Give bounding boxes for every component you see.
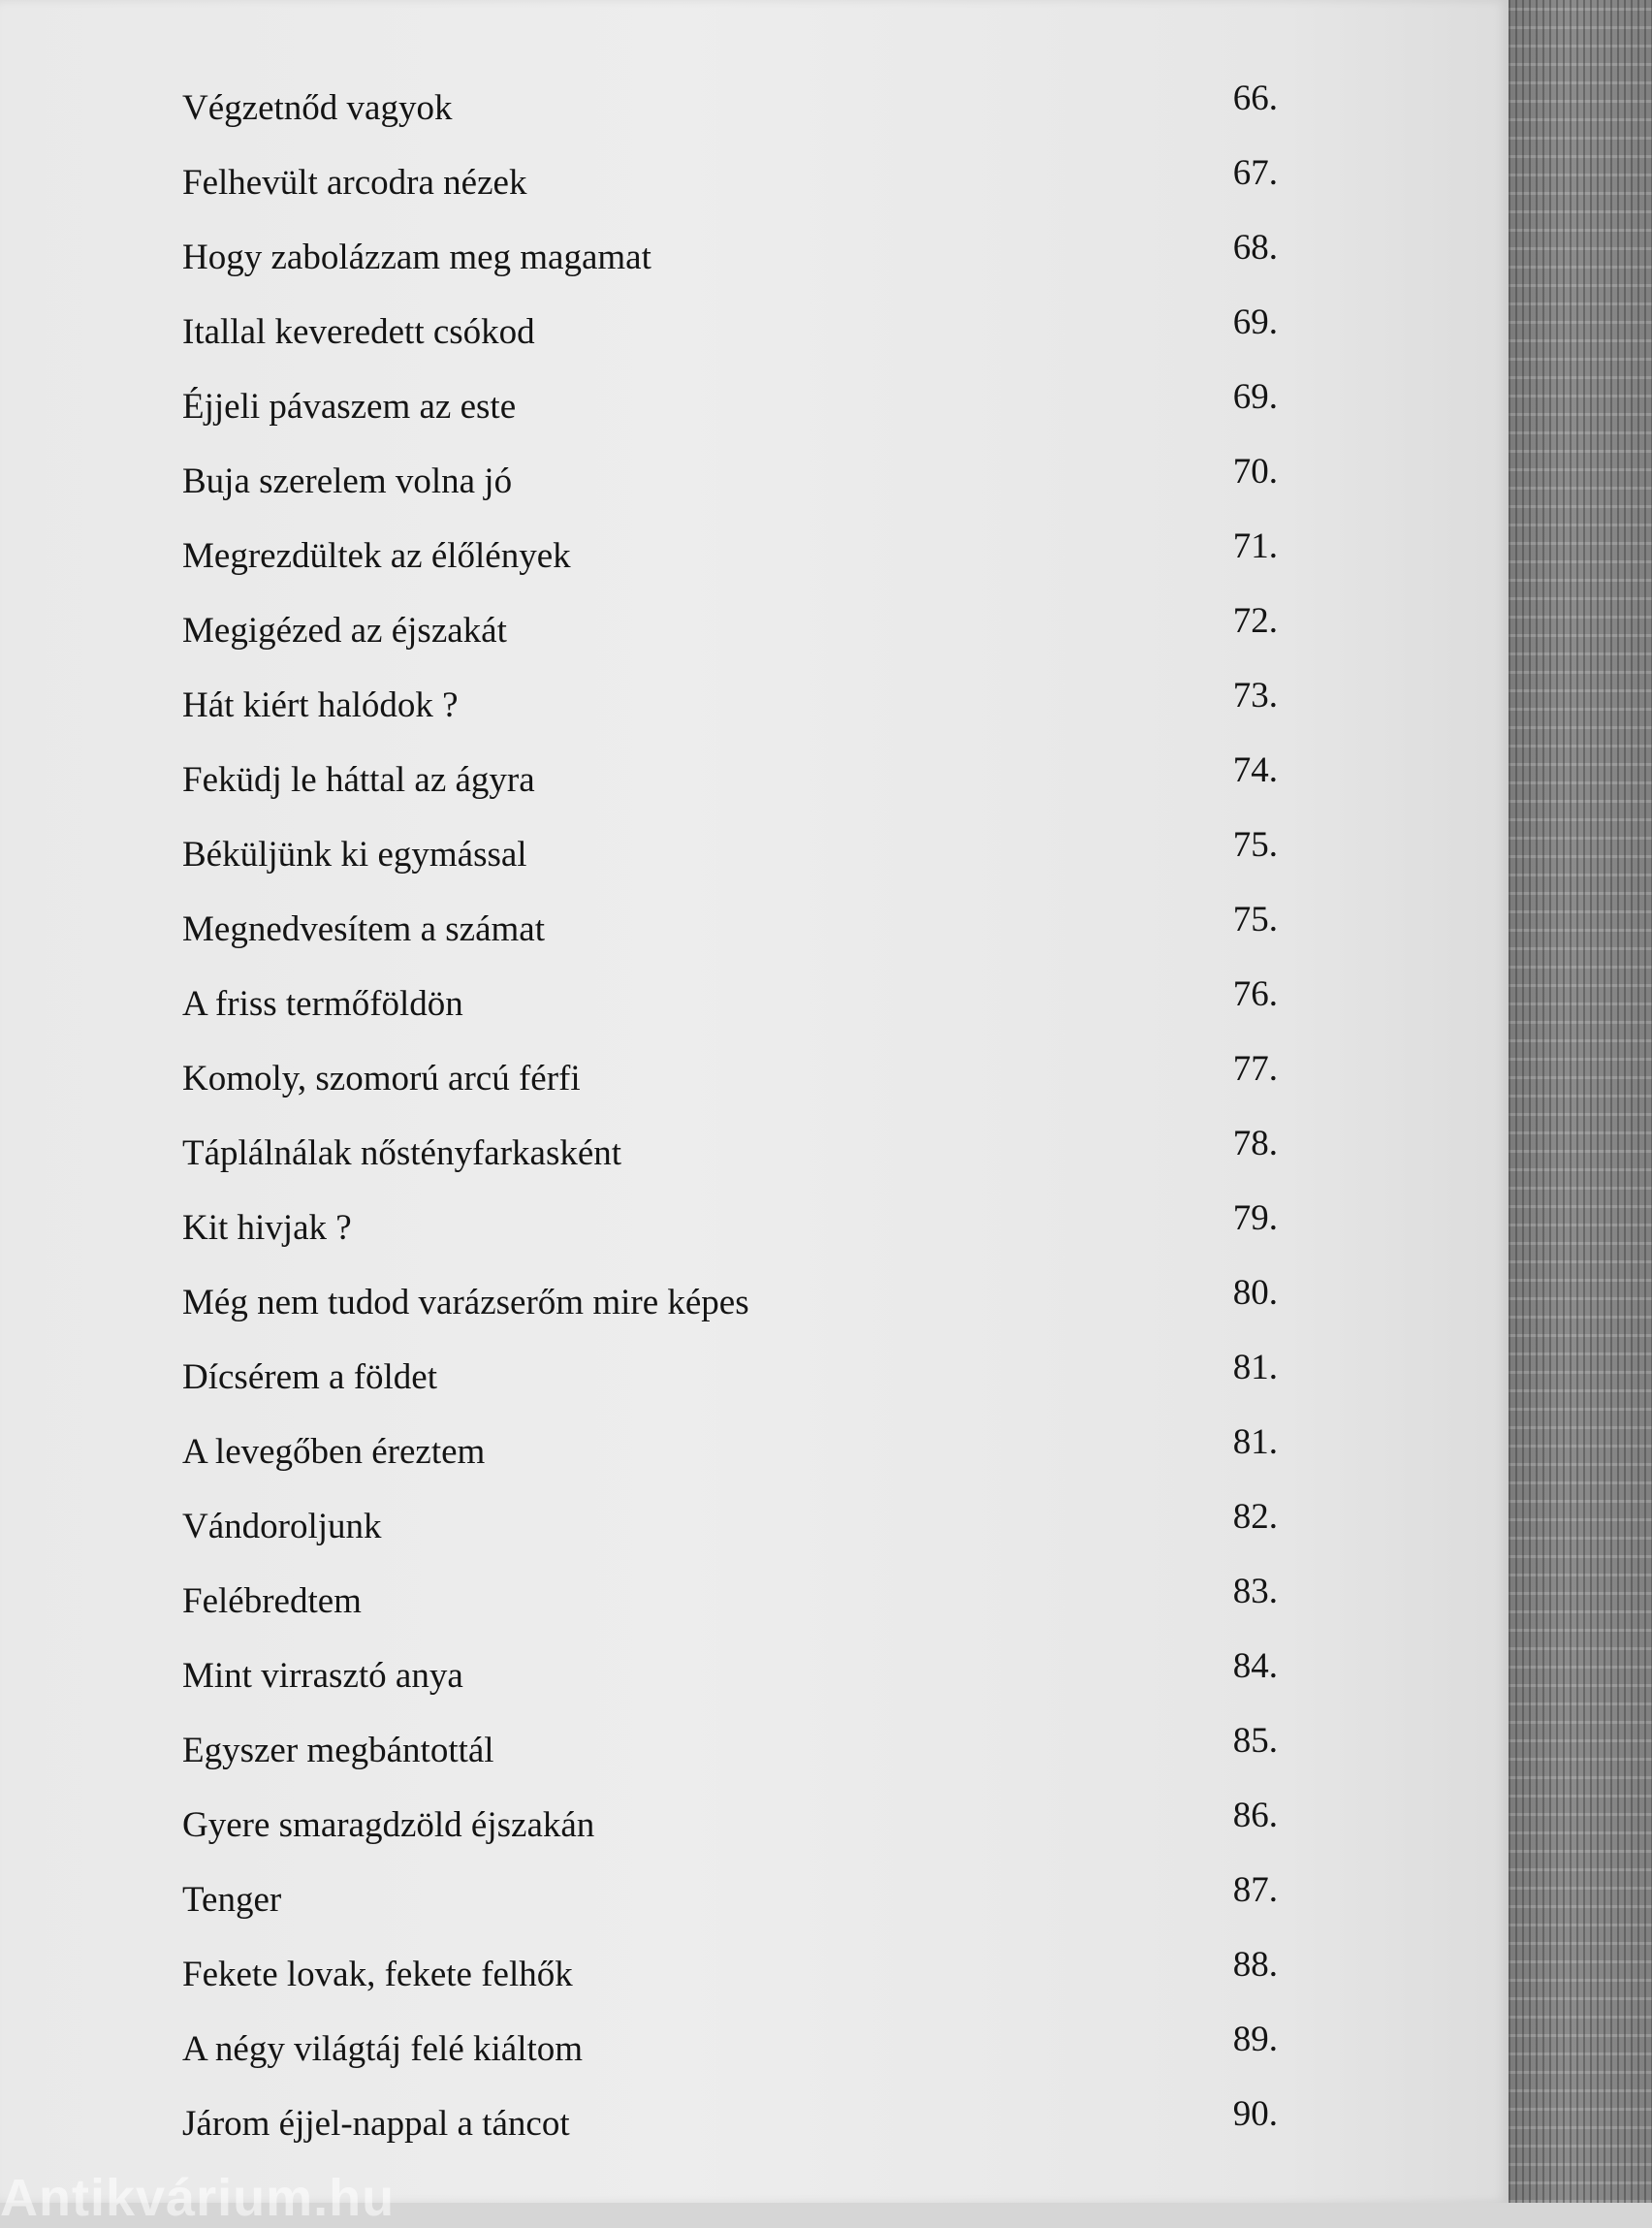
toc-entry-page-number: 68. (1232, 228, 1278, 268)
toc-entry-title: Hogy zabolázzam meg magamat (182, 238, 651, 277)
toc-entry-page-number: 88. (1232, 1945, 1278, 1985)
toc-entry (182, 1197, 1278, 1272)
toc-entry-page-number: 82. (1232, 1497, 1278, 1537)
toc-entry-page-number: 81. (1232, 1348, 1278, 1387)
toc-entry-title: Éjjeli pávaszem az este (182, 387, 517, 427)
toc-entry (182, 227, 1278, 302)
toc-entry-page-number: 74. (1232, 750, 1278, 790)
toc-entry-page-number: 87. (1232, 1870, 1278, 1910)
toc-entry (182, 1048, 1278, 1123)
toc-entry-title: Felhevült arcodra nézek (182, 163, 527, 203)
toc-entry (182, 1123, 1278, 1197)
toc-entry-title: Tenger (182, 1880, 282, 1920)
toc-entry (182, 1421, 1278, 1496)
toc-entry-page-number: 76. (1232, 974, 1278, 1014)
toc-entry-title: Béküljünk ki egymással (182, 835, 527, 875)
toc-entry-title: Komoly, szomorú arcú férfi (182, 1059, 581, 1098)
toc-entry (182, 1795, 1278, 1869)
page-edge-background (1509, 0, 1652, 2203)
toc-entry-page-number: 78. (1232, 1124, 1278, 1163)
toc-entry-page-number: 84. (1232, 1646, 1278, 1686)
toc-entry (182, 2019, 1278, 2093)
toc-entry (182, 899, 1278, 973)
toc-entry-title: Gyere smaragdzöld éjszakán (182, 1805, 595, 1845)
toc-entry-page-number: 85. (1232, 1721, 1278, 1761)
toc-entry-page-number: 79. (1232, 1198, 1278, 1238)
toc-entry-title: Itallal keveredett csókod (182, 312, 535, 352)
toc-entry-title: A levegőben éreztem (182, 1432, 486, 1472)
toc-entry-title: Járom éjjel-nappal a táncot (182, 2104, 570, 2144)
toc-entry-page-number: 90. (1232, 2094, 1278, 2134)
toc-entry (182, 1869, 1278, 1944)
toc-entry (182, 749, 1278, 824)
toc-entry-title: Buja szerelem volna jó (182, 462, 513, 501)
toc-entry-title: Fekete lovak, fekete felhők (182, 1955, 573, 1994)
toc-entry-page-number: 75. (1232, 900, 1278, 939)
toc-entry (182, 2093, 1278, 2168)
toc-entry (182, 1496, 1278, 1571)
toc-entry-page-number: 71. (1232, 526, 1278, 566)
toc-entry-title: Megnedvesítem a számat (182, 909, 545, 949)
toc-entry (182, 1645, 1278, 1720)
toc-entry-title: Kit hivjak ? (182, 1208, 352, 1248)
toc-entry (182, 1347, 1278, 1421)
toc-entry (182, 525, 1278, 600)
toc-entry (182, 973, 1278, 1048)
toc-entry-title: Vándoroljunk (182, 1507, 382, 1546)
table-of-contents (182, 78, 1278, 2168)
toc-entry-page-number: 81. (1232, 1422, 1278, 1462)
toc-entry-title: Hát kiért halódok ? (182, 685, 459, 725)
toc-entry (182, 675, 1278, 749)
toc-entry-page-number: 77. (1232, 1049, 1278, 1089)
toc-entry-page-number: 83. (1232, 1572, 1278, 1611)
toc-entry-title: A friss termőföldön (182, 984, 463, 1024)
toc-entry-title: Végzetnőd vagyok (182, 88, 453, 128)
toc-entry-page-number: 69. (1232, 377, 1278, 417)
toc-entry (182, 78, 1278, 152)
toc-entry-page-number: 69. (1232, 302, 1278, 342)
toc-entry (182, 376, 1278, 451)
toc-entry (182, 600, 1278, 675)
toc-entry-page-number: 75. (1232, 825, 1278, 865)
toc-entry-page-number: 70. (1232, 452, 1278, 492)
toc-entry-page-number: 89. (1232, 2020, 1278, 2059)
toc-entry (182, 1944, 1278, 2019)
toc-entry (182, 451, 1278, 525)
toc-entry-page-number: 66. (1232, 79, 1278, 118)
toc-entry (182, 1571, 1278, 1645)
toc-entry-title: Megigézed az éjszakát (182, 611, 507, 651)
watermark: Antikvárium.hu (0, 2169, 396, 2227)
toc-entry-page-number: 73. (1232, 676, 1278, 716)
toc-entry-title: Táplálnálak nőstényfarkasként (182, 1133, 622, 1173)
toc-entry (182, 1720, 1278, 1795)
toc-entry-title: Még nem tudod varázserőm mire képes (182, 1283, 749, 1322)
toc-entry-title: Dícsérem a földet (182, 1357, 437, 1397)
toc-entry-title: A négy világtáj felé kiáltom (182, 2029, 584, 2069)
toc-entry-title: Megrezdültek az élőlények (182, 536, 571, 576)
toc-entry-title: Egyszer megbántottál (182, 1731, 494, 1770)
toc-entry (182, 302, 1278, 376)
toc-entry-page-number: 72. (1232, 601, 1278, 641)
toc-entry-page-number: 86. (1232, 1796, 1278, 1835)
toc-entry-page-number: 80. (1232, 1273, 1278, 1313)
toc-entry-page-number: 67. (1232, 153, 1278, 193)
toc-entry (182, 1272, 1278, 1347)
toc-entry-title: Felébredtem (182, 1581, 362, 1621)
toc-entry-title: Feküdj le háttal az ágyra (182, 760, 535, 800)
toc-entry-title: Mint virrasztó anya (182, 1656, 463, 1696)
toc-entry (182, 824, 1278, 899)
toc-entry (182, 152, 1278, 227)
